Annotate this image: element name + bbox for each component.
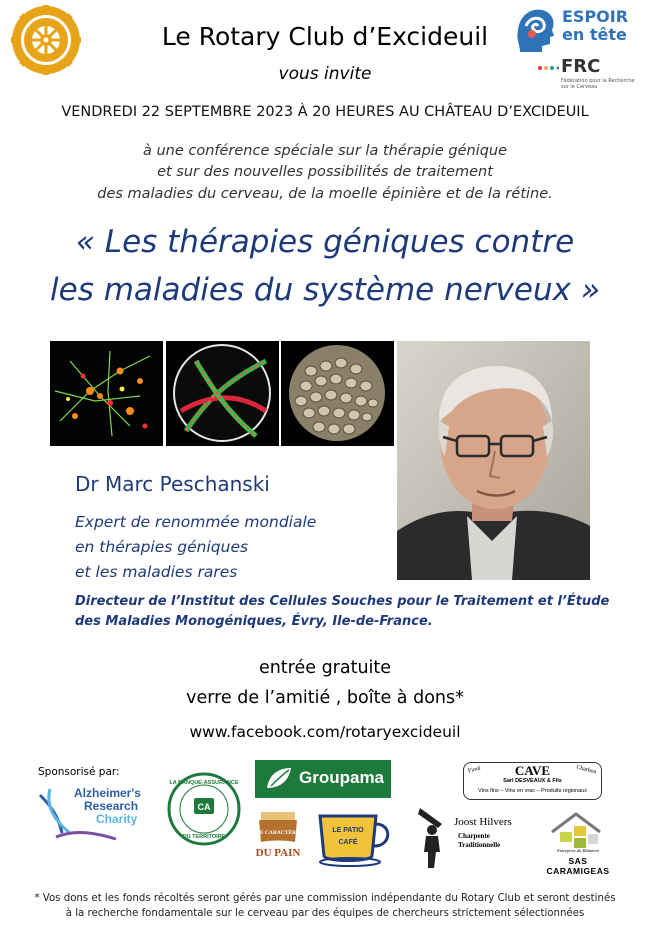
frc-name: FRC	[561, 56, 601, 77]
pain-line2: DU PAIN	[255, 847, 301, 859]
caractere-du-pain-logo	[255, 808, 301, 868]
cave-subtitle: Sarl DESVEAUX & Fils	[503, 778, 562, 784]
retina-microscopy-image	[281, 341, 394, 446]
conference-line: et sur des nouvelles possibilités de traitement	[157, 164, 493, 180]
speaker-name: Dr Marc Peschanski	[75, 472, 270, 496]
club-title: Le Rotary Club d’Excideuil	[161, 22, 489, 51]
frc-dots-icon	[537, 60, 559, 76]
groupama-leaf-icon	[259, 760, 299, 798]
joost-hilvers-logo	[412, 806, 522, 870]
conference-title-line1: « Les thérapies géniques contre	[75, 224, 575, 260]
svg-text:CA: CA	[197, 802, 211, 812]
pain-line1: LE CARACTÈRE	[256, 830, 300, 836]
entry-info: entrée gratuite	[258, 658, 392, 678]
reception-info: verre de l’amitié , boîte à dons*	[186, 688, 464, 708]
espoir-line2: en tête	[562, 25, 627, 44]
espoir-en-tete-logo	[512, 4, 640, 56]
cave-fioul: Fioul	[467, 765, 482, 775]
alzheimers-research-logo	[36, 783, 156, 843]
speaker-description: en thérapies géniques	[75, 538, 249, 556]
conference-title-line2: les maladies du système nerveux »	[50, 272, 600, 308]
neuron-microscopy-image	[50, 341, 163, 446]
groupama-name: Groupama	[299, 768, 385, 787]
conference-line: des maladies du cerveau, de la moelle épinière et de la rétine.	[97, 186, 553, 202]
speaker-description: Expert de renommée mondiale	[75, 513, 317, 531]
joost-line2: Charpente	[458, 832, 490, 840]
speaker-affiliation: des Maladies Monogéniques, Évry, Ile-de-France.	[75, 614, 433, 629]
head-profile-icon	[512, 4, 558, 56]
speaker-portrait	[397, 341, 590, 580]
groupama-logo	[255, 760, 391, 798]
cave-desveaux-logo	[463, 762, 602, 800]
cave-title: CAVE	[514, 763, 551, 778]
rotary-logo	[10, 4, 82, 76]
caramigeas-logo	[538, 808, 618, 876]
credit-agricole-logo	[167, 772, 241, 846]
joost-name: Joost Hilvers	[454, 816, 512, 828]
sponsor-label: Sponsorisé par:	[38, 766, 120, 778]
patio-line1: LE PATIO	[332, 827, 364, 834]
speaker-description: et les maladies rares	[75, 563, 238, 581]
patio-line2: CAFÉ	[338, 839, 358, 846]
banque-line2: DU TERRITOIRE	[182, 834, 226, 840]
frc-logo	[535, 56, 645, 92]
footnote-line1: * Vos dons et les fonds récoltés seront gérés par une commission indépendante du Rotary Club et seront destinés	[34, 893, 616, 904]
frc-subtitle: Fédération pour la Recherche sur le Cerveau	[561, 78, 635, 90]
caramigeas-tagline: Entreprise du Bâtiment	[557, 848, 599, 853]
invite-text: vous invite	[278, 64, 372, 84]
alzheimers-line1: Alzheimer's	[74, 786, 141, 800]
alzheimers-line2: Research	[84, 799, 139, 813]
patio-cafe-logo	[316, 812, 396, 868]
fiber-microscopy-image	[166, 341, 279, 446]
cave-tagline: Vins fins – Vins en vrac – Produits régionaux	[478, 788, 587, 794]
speaker-affiliation: Directeur de l’Institut des Cellules Souches pour le Traitement et l’Étude	[75, 594, 610, 609]
footnote-line2: à la recherche fondamentale sur le cerveau par des équipes de chercheurs strictement sélectionnées	[65, 908, 585, 919]
joost-line3: Traditionnelle	[458, 841, 501, 849]
facebook-link[interactable]: www.facebook.com/rotaryexcideuil	[189, 723, 461, 741]
carpenter-figure-icon	[412, 806, 452, 870]
alzheimers-line3: Charity	[96, 812, 138, 826]
conference-line: à une conférence spéciale sur la thérapie génique	[142, 143, 508, 159]
banque-line1: LA BANQUE·ASSURANCE	[169, 780, 239, 786]
event-date: VENDREDI 22 SEPTEMBRE 2023 À 20 HEURES AU CHÂTEAU D’EXCIDEUIL	[61, 104, 589, 120]
espoir-line1: ESPOIR	[562, 7, 629, 26]
caramigeas-name: SAS CARAMIGEAS	[546, 856, 610, 876]
cave-charbon: Charbon	[575, 764, 598, 776]
